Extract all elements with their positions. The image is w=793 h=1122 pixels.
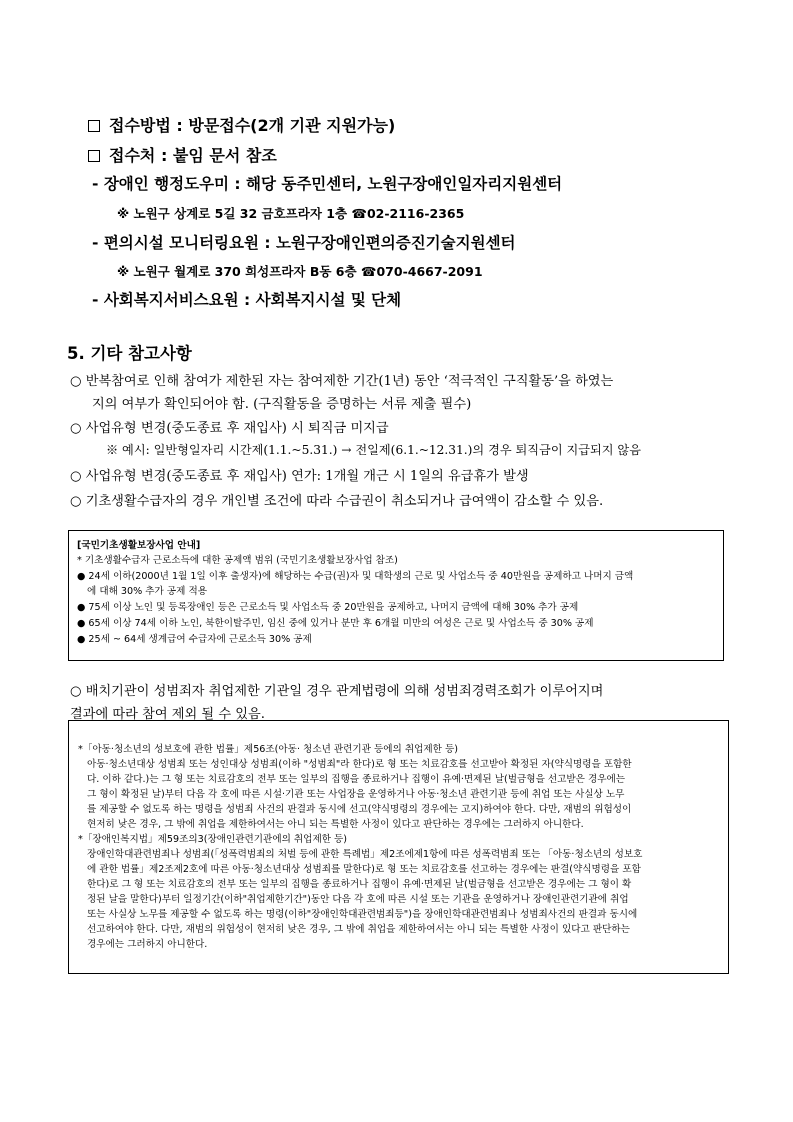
receipt-place-text: 접수처 : 붙임 문서 참조 [109,146,277,165]
law-title: *「장애인복지법」제59조의3(장애인관련기관에의 취업제한 등) [78,834,348,845]
note-bullet-2: ○ 사업유형 변경(중도종료 후 재입사) 시 퇴직금 미지급 [70,421,389,436]
law-text: 아동·청소년대상 성범죄 또는 성인대상 성범죄(이하 "성범죄"라 한다)로 형 또는 치료감호를 선고받아 확정된 자(약식명령을 포함한 [87,759,632,770]
law-text: 또는 사실상 노무를 제공할 수 없도록 하는 명령(이하"장애인학대관련범죄등")을 장애인학대관련범죄나 성범죄사건의 판결과 동시에 [87,909,638,920]
note-example: ※ 예시: 일반형일자리 시간제(1.1.~5.31.) → 전일제(6.1.~12.31.)의 경우 퇴직금이 지급되지 않음 [106,443,641,457]
item-facility-monitor-address: ※ 노원구 월계로 370 희성프라자 B동 6층 ☎070-4667-2091 [117,264,483,279]
receipt-method-text: 접수방법 : 방문접수(2개 기관 지원가능) [109,116,396,135]
law-text: 다. 이하 같다.)는 그 형 또는 치료감호의 전부 또는 일부의 집행을 종료하거나 집행이 유예·면제된 날(벌금형을 선고받은 경우에는 [87,774,626,785]
law-text: 현저히 낮은 경우, 그 밖에 취업을 제한하여서는 아니 되는 특별한 사정이 있다고 판단하는 경우에는 그러하지 아니한다. [87,819,584,830]
law-text: 그 형이 확정된 날)부터 다음 각 호에 따른 시설·기관 또는 사업장을 운영하거나 아동·청소년 관련기관 등에 취업 또는 사실상 노무 [87,789,625,800]
law-text: 에 관한 법률」제2조제2호에 따른 아동·청소년대상 성범죄를 말한다)로 형 또는 치료감호를 선고하는 경우에는 판결(약식명령을 포함 [87,864,641,875]
law-text: 장애인학대관련범죄나 성범죄(「성폭력범죄의 처벌 등에 관한 특례법」제2조에제1항에 따른 성폭력범죄 또는 「아동·청소년의 성보호 [87,849,643,860]
note-bullet-3: ○ 사업유형 변경(중도종료 후 재입사) 연가: 1개월 개근 시 1일의 유급휴가 발생 [70,469,529,484]
law-text: 정된 날을 말한다)부터 일정기간(이하"취업제한기간")동안 다음 각 호에 따른 시설 또는 기관을 운영하거나 장애인관련기관에 취업 [87,894,629,905]
checkbox-square-icon [88,150,100,162]
note-bullet-1-cont: 지의 여부가 확인되어야 함. (구직활동을 증명하는 서류 제출 필수) [92,397,472,412]
item-admin-helper: - 장애인 행정도우미 : 해당 동주민센터, 노원구장애인일자리지원센터 [92,175,563,193]
box-title: [국민기초생활보장사업 안내] [77,540,201,551]
offender-check-note-cont: 결과에 따라 참여 제외 될 수 있음. [70,707,265,722]
box-line: ● 75세 이상 노인 및 등록장애인 등은 근로소득 및 사업소득 중 20만원을 공제하고, 나머지 금액에 대해 30% 추가 공제 [77,602,579,613]
box-line: ● 25세 ~ 64세 생계급여 수급자에 근로소득 30% 공제 [77,634,312,645]
item-social-welfare: - 사회복지서비스요원 : 사회복지시설 및 단체 [92,291,402,309]
law-text: 한다)로 그 형 또는 치료감호의 전부 또는 일부의 집행을 종료하거나 집행이 유예·면제된 날(벌금형을 선고받은 경우에는 그 형이 확 [87,879,632,890]
box-line: ● 24세 이하(2000년 1월 1일 이후 출생자)에 해당하는 수급(권)자 및 대학생의 근로 및 사업소득 중 40만원을 공제하고 나머지 금액 [77,571,634,582]
receipt-place-line [88,143,277,166]
law-reference-box [68,720,729,974]
section-title: 5. 기타 참고사항 [67,344,192,363]
law-title: *「아동·청소년의 성보호에 관한 법률」제56조(아동· 청소년 관련기관 등에의 취업제한 등) [78,744,459,755]
item-admin-helper-address: ※ 노원구 상계로 5길 32 금호프라자 1층 ☎02-2116-2365 [117,206,465,221]
item-facility-monitor: - 편의시설 모니터링요원 : 노원구장애인편의증진기술지원센터 [92,234,516,252]
note-bullet-4: ○ 기초생활수급자의 경우 개인별 조건에 따라 수급권이 취소되거나 급여액이 감소할 수 있음. [70,494,604,509]
law-text: 선고하여야 한다. 다만, 재범의 위험성이 현저히 낮은 경우, 그 밖에 취업을 제한하여서는 아니 되는 특별한 사정이 있다고 판단하는 [87,924,630,935]
law-text: 경우에는 그러하지 아니한다. [87,939,208,950]
basic-livelihood-info-box [68,530,724,661]
box-line: 에 대해 30% 추가 공제 적용 [87,586,207,597]
offender-check-note: ○ 배치기관이 성범죄자 취업제한 기관일 경우 관계법령에 의해 성범죄경력조회가 이루어지며 [70,684,604,699]
checkbox-square-icon [88,120,100,132]
law-text: 를 제공할 수 없도록 하는 명령을 성범죄 사건의 판결과 동시에 선고(약식명령의 경우에는 고지)하여야 한다. 다만, 재범의 위험성이 [87,804,632,815]
receipt-method-line [88,113,395,136]
box-line: * 기초생활수급자 근로소득에 대한 공제액 범위 (국민기초생활보장사업 참조) [77,555,398,566]
note-bullet-1: ○ 반복참여로 인해 참여가 제한된 자는 참여제한 기간(1년) 동안 ‘적극적인 구직활동’을 하였는 [70,374,614,389]
box-line: ● 65세 이상 74세 이하 노인, 북한이탈주민, 임신 중에 있거나 분만 후 6개월 미만의 여성은 근로 및 사업소득 중 30% 공제 [77,618,594,629]
